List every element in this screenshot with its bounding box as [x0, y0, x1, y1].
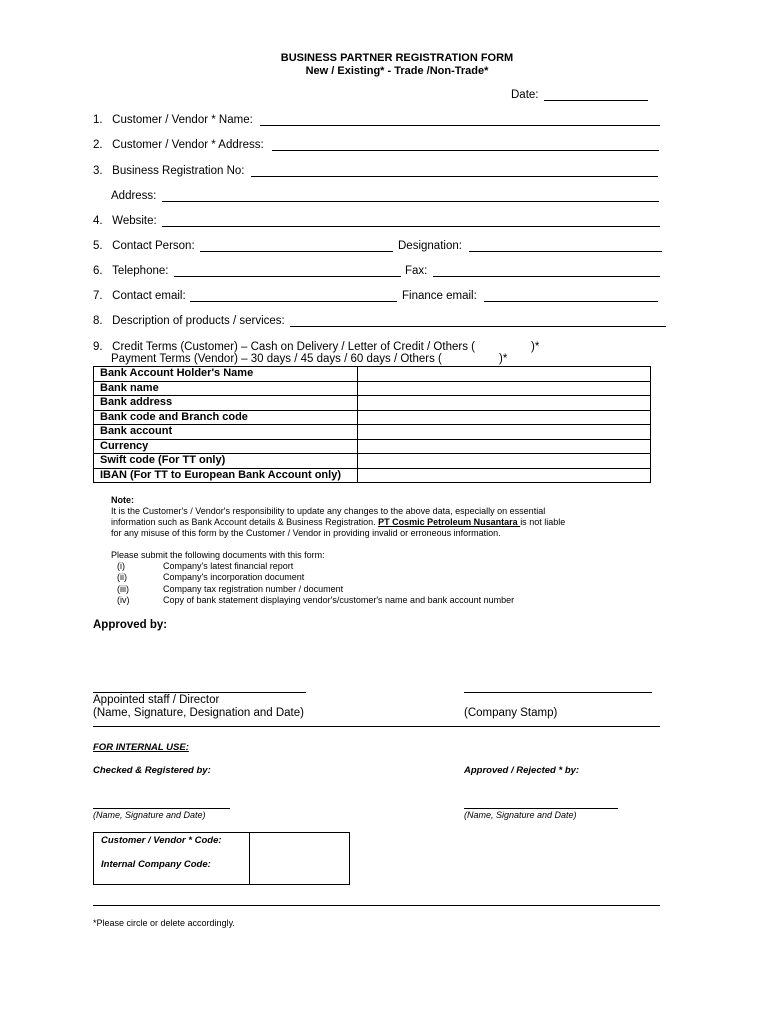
- customer-vendor-address-field[interactable]: [272, 150, 659, 151]
- contact-email-field[interactable]: [190, 301, 397, 302]
- fax-label: Fax:: [405, 265, 428, 277]
- business-registration-field[interactable]: [251, 176, 658, 177]
- footnote: *Please circle or delete accordingly.: [93, 918, 235, 928]
- staff-signature-line[interactable]: [93, 692, 306, 693]
- website-field[interactable]: [162, 226, 660, 227]
- fax-field[interactable]: [433, 276, 660, 277]
- bank-row-label: Bank code and Branch code: [94, 410, 358, 425]
- bank-row-label: Swift code (For TT only): [94, 454, 358, 469]
- company-name: PT Cosmic Petroleum Nusantara: [378, 517, 521, 527]
- approved-signature-line[interactable]: [464, 808, 618, 809]
- company-stamp-line[interactable]: [464, 692, 652, 693]
- form-subtitle: New / Existing* - Trade /Non-Trade*: [305, 65, 489, 77]
- payment-terms-label[interactable]: Payment Terms (Vendor) – 30 days / 45 days / 60 days / Others (: [111, 353, 442, 365]
- document-num: (ii): [117, 572, 127, 582]
- customer-vendor-address-label: 2. Customer / Vendor * Address:: [93, 139, 264, 151]
- designation-label: Designation:: [398, 240, 462, 252]
- date-field[interactable]: [544, 100, 648, 101]
- products-services-label: 8. Description of products / services:: [93, 315, 285, 327]
- approved-signature-label: (Name, Signature and Date): [464, 810, 577, 820]
- documents-intro: Please submit the following documents with this form:: [111, 550, 325, 560]
- table-row: [94, 410, 651, 425]
- registration-address-label: Address:: [111, 190, 157, 202]
- designation-field[interactable]: [469, 251, 662, 252]
- staff-label-1: Appointed staff / Director: [93, 694, 220, 706]
- customer-vendor-code-label: Customer / Vendor * Code:: [101, 835, 222, 846]
- bank-row-label: Bank Account Holder's Name: [94, 367, 358, 382]
- payment-terms-close: )*: [499, 353, 508, 365]
- note-line-2a: information such as Bank Account details & Business Registration.: [111, 517, 379, 527]
- bank-row-label: Bank address: [94, 396, 358, 411]
- document-text: Company's latest financial report: [163, 561, 294, 571]
- telephone-label: 6. Telephone:: [93, 265, 169, 277]
- customer-vendor-name-label: 1. Customer / Vendor * Name:: [93, 114, 253, 126]
- checked-signature-label: (Name, Signature and Date): [93, 810, 206, 820]
- document-text: Company tax registration number / document: [163, 584, 344, 594]
- finance-email-label: Finance email:: [402, 290, 477, 302]
- document-num: (iii): [117, 584, 129, 594]
- table-row: [94, 454, 651, 469]
- approved-rejected-label: Approved / Rejected * by:: [464, 765, 580, 776]
- table-row: [94, 439, 651, 454]
- business-registration-label: 3. Business Registration No:: [93, 165, 245, 177]
- document-text: Company's incorporation document: [163, 572, 305, 582]
- section-divider: [93, 726, 660, 727]
- bank-row-value[interactable]: [358, 396, 651, 411]
- bank-row-label: Currency: [94, 439, 358, 454]
- bank-row-label: Bank account: [94, 425, 358, 440]
- telephone-field[interactable]: [174, 276, 401, 277]
- credit-terms-label[interactable]: 9. Credit Terms (Customer) – Cash on Delivery / Letter of Credit / Others (: [93, 341, 475, 353]
- table-row: [94, 396, 651, 411]
- website-label: 4. Website:: [93, 215, 157, 227]
- finance-email-field[interactable]: [484, 301, 658, 302]
- note-heading: Note:: [111, 495, 134, 505]
- products-services-field[interactable]: [290, 326, 666, 327]
- contact-email-label: 7. Contact email:: [93, 290, 186, 302]
- bank-row-value[interactable]: [358, 439, 651, 454]
- internal-use-heading: FOR INTERNAL USE:: [93, 742, 189, 753]
- note-line-3: for any misuse of this form by the Customer / Vendor in providing invalid or erroneous information.: [111, 528, 501, 538]
- customer-vendor-name-field[interactable]: [260, 125, 660, 126]
- checked-registered-label: Checked & Registered by:: [93, 765, 211, 776]
- note-line-2b: is not liable: [520, 517, 566, 527]
- company-stamp-label: (Company Stamp): [464, 707, 558, 719]
- footer-divider: [93, 905, 660, 906]
- bank-details-table: [93, 366, 651, 483]
- approved-by-label: Approved by:: [93, 619, 168, 631]
- bank-row-value[interactable]: [358, 425, 651, 440]
- contact-person-label: 5. Contact Person:: [93, 240, 195, 252]
- bank-row-value[interactable]: [358, 468, 651, 483]
- bank-row-value[interactable]: [358, 381, 651, 396]
- credit-terms-close: )*: [531, 341, 540, 353]
- table-row: [94, 425, 651, 440]
- bank-row-value[interactable]: [358, 454, 651, 469]
- contact-person-field[interactable]: [200, 251, 393, 252]
- document-num: (iv): [117, 595, 130, 605]
- checked-signature-line[interactable]: [93, 808, 230, 809]
- code-box: [93, 832, 350, 885]
- form-title: BUSINESS PARTNER REGISTRATION FORM: [280, 52, 514, 64]
- date-label: Date:: [511, 89, 539, 101]
- internal-company-code-label: Internal Company Code:: [101, 859, 211, 870]
- staff-label-2: (Name, Signature, Designation and Date): [93, 707, 304, 719]
- code-box-divider: [249, 833, 250, 884]
- registration-address-field[interactable]: [162, 201, 659, 202]
- table-row: [94, 468, 651, 483]
- table-row: [94, 367, 651, 382]
- bank-row-label: Bank name: [94, 381, 358, 396]
- bank-row-value[interactable]: [358, 410, 651, 425]
- document-num: (i): [117, 561, 125, 571]
- bank-row-value[interactable]: [358, 367, 651, 382]
- note-line-1: It is the Customer's / Vendor's responsibility to update any changes to the above data, especially on essential: [111, 506, 546, 516]
- document-text: Copy of bank statement displaying vendor's/customer's name and bank account number: [163, 595, 515, 605]
- note-line-2: [111, 517, 565, 528]
- table-row: [94, 381, 651, 396]
- bank-row-label: IBAN (For TT to European Bank Account only): [94, 468, 358, 483]
